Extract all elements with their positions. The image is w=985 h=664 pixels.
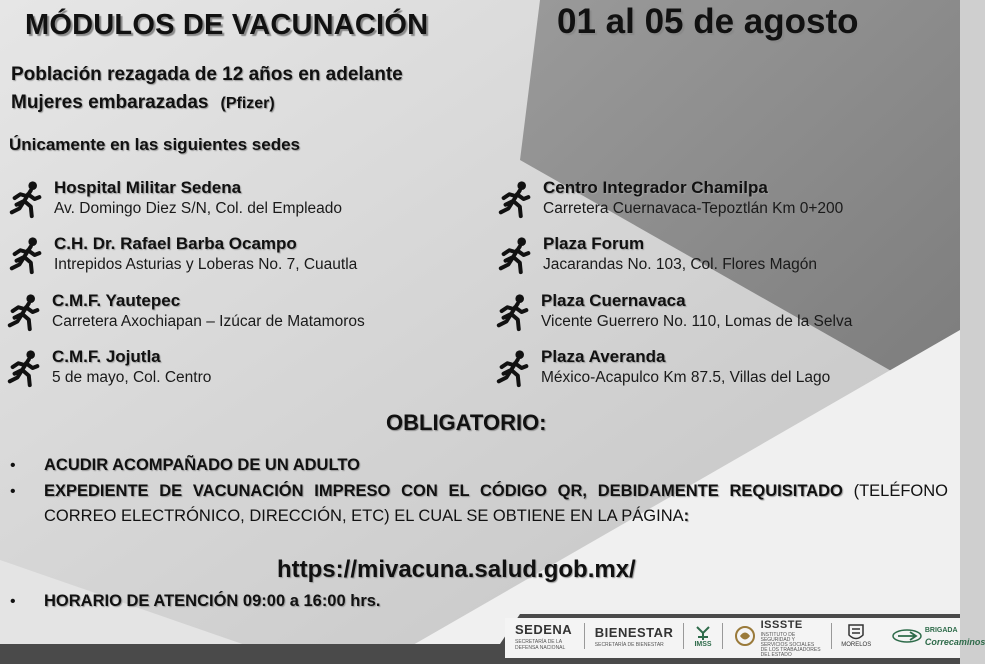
brigada-runner-icon — [892, 627, 922, 645]
issste-logo-text: ISSSTE — [760, 618, 803, 631]
date-range: 01 al 05 de agosto — [557, 2, 859, 41]
bienestar-logo-subtext: SECRETARÍA DE BIENESTAR — [594, 642, 664, 648]
requirement-item-2 — [10, 479, 948, 529]
bullet: • — [10, 457, 16, 474]
site-address: 5 de mayo, Col. Centro — [52, 369, 212, 386]
walking-person-icon — [495, 348, 533, 388]
logo-divider — [831, 623, 832, 649]
imss-logo-text: IMSS — [694, 640, 712, 648]
sedena-logo-subtext: SECRETARÍA DE LA DEFENSA NACIONAL — [515, 639, 566, 651]
requirement-item-1 — [10, 453, 948, 478]
population-line-2-text: Mujeres embarazadas — [11, 92, 209, 113]
site-left-3 — [6, 290, 365, 332]
site-address: México-Acapulco Km 87.5, Villas del Lago — [541, 369, 831, 386]
sedena-logo-text: SEDENA — [515, 622, 573, 637]
brigada-logo-text: BRIGADA — [924, 626, 958, 634]
correcaminos-logo-text: Correcaminos — [924, 636, 985, 647]
site-address: Carretera Axochiapan – Izúcar de Matamoros — [52, 313, 365, 330]
bullet: • — [10, 593, 16, 610]
walking-person-icon — [6, 348, 44, 388]
requirement-colon: : — [683, 507, 690, 525]
logo-spacer — [881, 623, 882, 649]
logo-divider — [722, 623, 723, 649]
site-name: C.H. Dr. Rafael Barba Ocampo — [54, 234, 297, 253]
logo-divider — [584, 623, 585, 649]
morelos-logo — [841, 624, 871, 648]
registration-url-link[interactable]: https://mivacuna.salud.gob.mx/ — [277, 556, 636, 583]
site-name: C.M.F. Yautepec — [52, 291, 181, 310]
walking-person-icon — [8, 235, 46, 275]
morelos-logo-text: MORELOS — [841, 642, 872, 648]
site-address: Jacarandas No. 103, Col. Flores Magón — [543, 256, 817, 273]
imss-emblem-icon — [694, 625, 712, 641]
site-address: Vicente Guerrero No. 110, Lomas de la Selva — [541, 313, 853, 330]
bienestar-logo — [595, 624, 674, 648]
site-right-4 — [495, 346, 830, 388]
site-left-2 — [8, 233, 357, 275]
walking-person-icon — [8, 179, 46, 219]
requirement-detail-text: (TELÉFONO CORREO ELECTRÓNICO, DIRECCIÓN, ETC) EL CUAL SE OBTIENE EN LA PÁGINA — [44, 482, 949, 525]
site-name: Plaza Cuernavaca — [541, 291, 686, 310]
site-address: Carretera Cuernavaca-Tepoztlán Km 0+200 — [543, 200, 844, 217]
requirement-text: ACUDIR ACOMPAÑADO DE UN ADULTO — [44, 456, 360, 474]
population-line-2 — [11, 92, 275, 114]
walking-person-icon — [6, 292, 44, 332]
requirements-title: OBLIGATORIO: — [386, 410, 547, 435]
page-title: MÓDULOS DE VACUNACIÓN — [25, 9, 429, 41]
site-left-1 — [8, 177, 342, 219]
site-address: Intrepidos Asturias y Loberas No. 7, Cuautla — [54, 256, 358, 273]
issste-logo-subtext: INSTITUTO DE SEGURIDAD Y SERVICIOS SOCIALES DE LOS TRABAJADORES DEL ESTADO — [760, 631, 821, 658]
site-right-1 — [497, 177, 843, 219]
site-address: Av. Domingo Diez S/N, Col. del Empleado — [54, 200, 343, 217]
requirement-text: HORARIO DE ATENCIÓN 09:00 a 16:00 hrs. — [44, 592, 381, 610]
site-right-2 — [497, 233, 817, 275]
site-right-3 — [495, 290, 852, 332]
site-name: Plaza Averanda — [541, 347, 666, 366]
imss-logo — [694, 625, 712, 648]
morelos-shield-icon — [848, 624, 864, 642]
only-sites-label: Únicamente en las siguientes sedes — [9, 135, 301, 154]
issste-logo — [761, 615, 821, 658]
logo-divider — [683, 623, 684, 649]
sedena-logo — [515, 621, 574, 651]
requirement-item-3 — [10, 589, 948, 614]
site-left-4 — [6, 346, 211, 388]
issste-emblem-icon — [733, 625, 757, 647]
bienestar-logo-text: BIENESTAR — [594, 625, 674, 640]
walking-person-icon — [497, 179, 535, 219]
requirement-bold-text: EXPEDIENTE DE VACUNACIÓN IMPRESO CON EL CÓDIGO QR, DEBIDAMENTE REQUISITADO — [44, 482, 843, 500]
walking-person-icon — [497, 235, 535, 275]
brigada-logo — [925, 626, 985, 647]
site-name: Hospital Militar Sedena — [54, 178, 242, 197]
walking-person-icon — [495, 292, 533, 332]
site-name: Plaza Forum — [543, 234, 645, 253]
population-line-1: Población rezagada de 12 años en adelante — [11, 64, 403, 85]
bullet: • — [10, 483, 16, 500]
site-name: C.M.F. Jojutla — [52, 347, 161, 366]
vaccine-note: (Pfizer) — [220, 95, 275, 112]
site-name: Centro Integrador Chamilpa — [543, 178, 768, 197]
footer-logos — [515, 618, 985, 658]
